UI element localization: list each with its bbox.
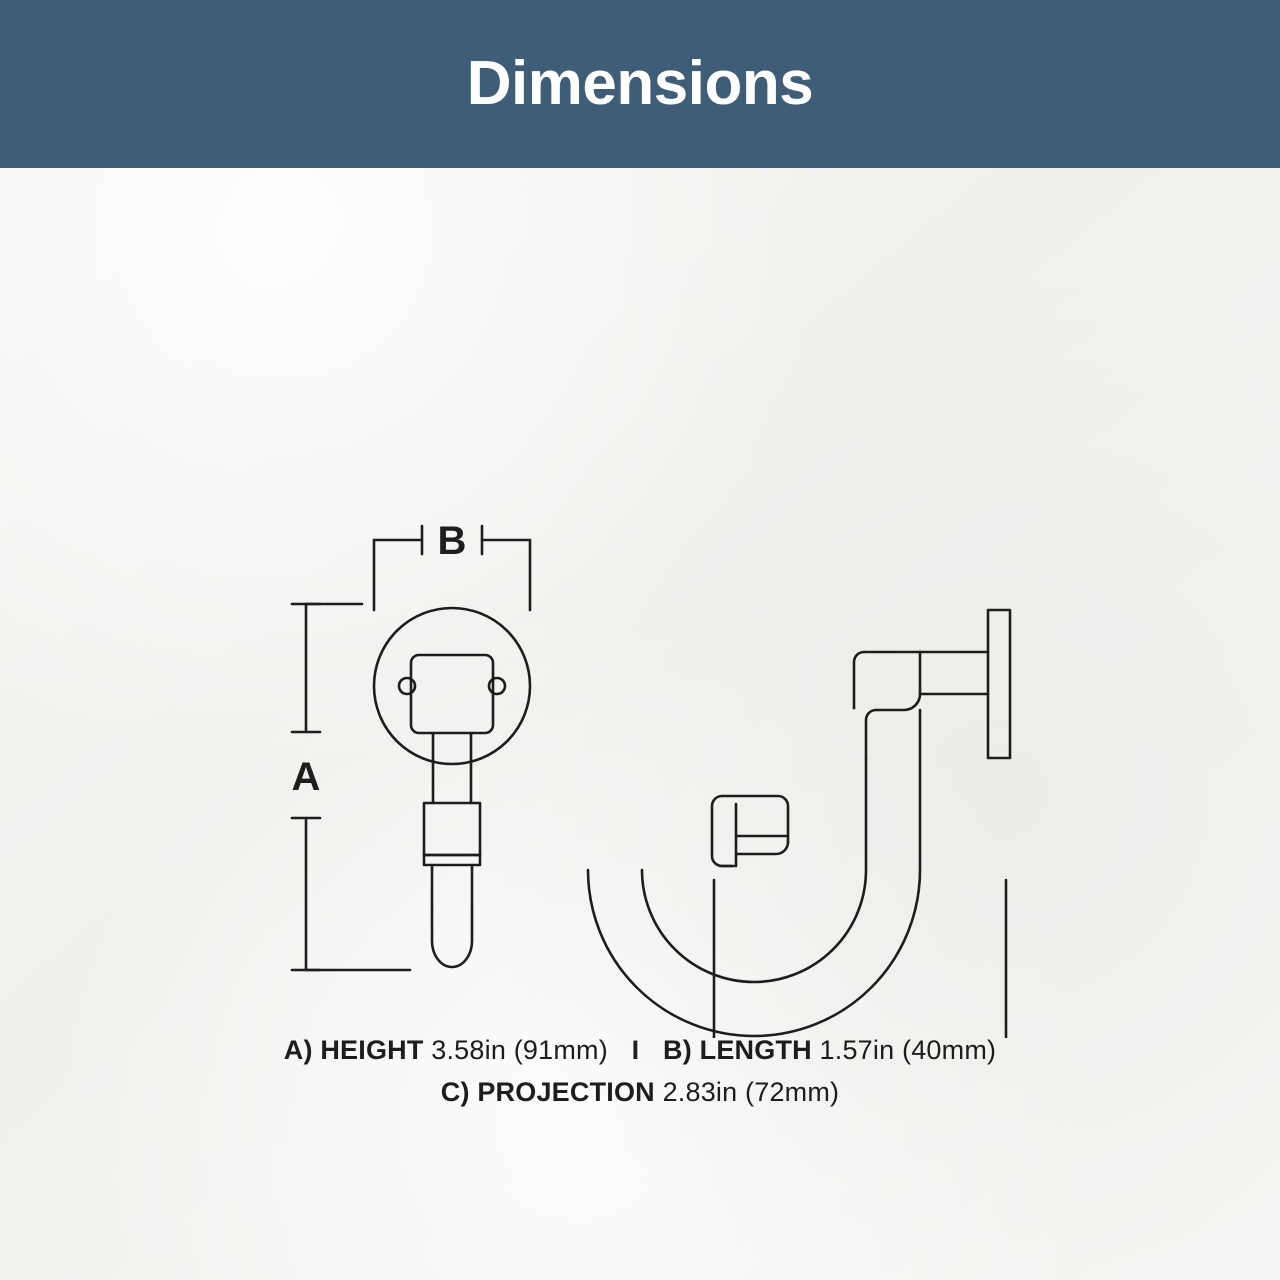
dimension-a-label: A bbox=[291, 755, 321, 799]
caption-a-label: A) HEIGHT bbox=[283, 1035, 424, 1065]
header-band bbox=[0, 0, 1280, 168]
caption-c-value: 2.83in (72mm) bbox=[662, 1076, 840, 1107]
dimension-captions bbox=[0, 1030, 1280, 1114]
caption-b-value: 1.57in (40mm) bbox=[819, 1035, 997, 1065]
caption-a-value: 3.58in (91mm) bbox=[431, 1035, 608, 1065]
page-title: Dimensions bbox=[466, 49, 814, 118]
side-profile-hook bbox=[588, 610, 1010, 1036]
front-elevation-hook bbox=[374, 608, 530, 967]
caption-separator: I bbox=[631, 1035, 640, 1065]
dimension-b-label: B bbox=[437, 519, 467, 563]
caption-line-2 bbox=[0, 1072, 1280, 1114]
caption-line-1 bbox=[0, 1030, 1280, 1072]
dimension-diagram bbox=[0, 168, 1280, 1038]
caption-c-label: C) PROJECTION bbox=[440, 1076, 655, 1107]
caption-b-label: B) LENGTH bbox=[663, 1035, 812, 1065]
